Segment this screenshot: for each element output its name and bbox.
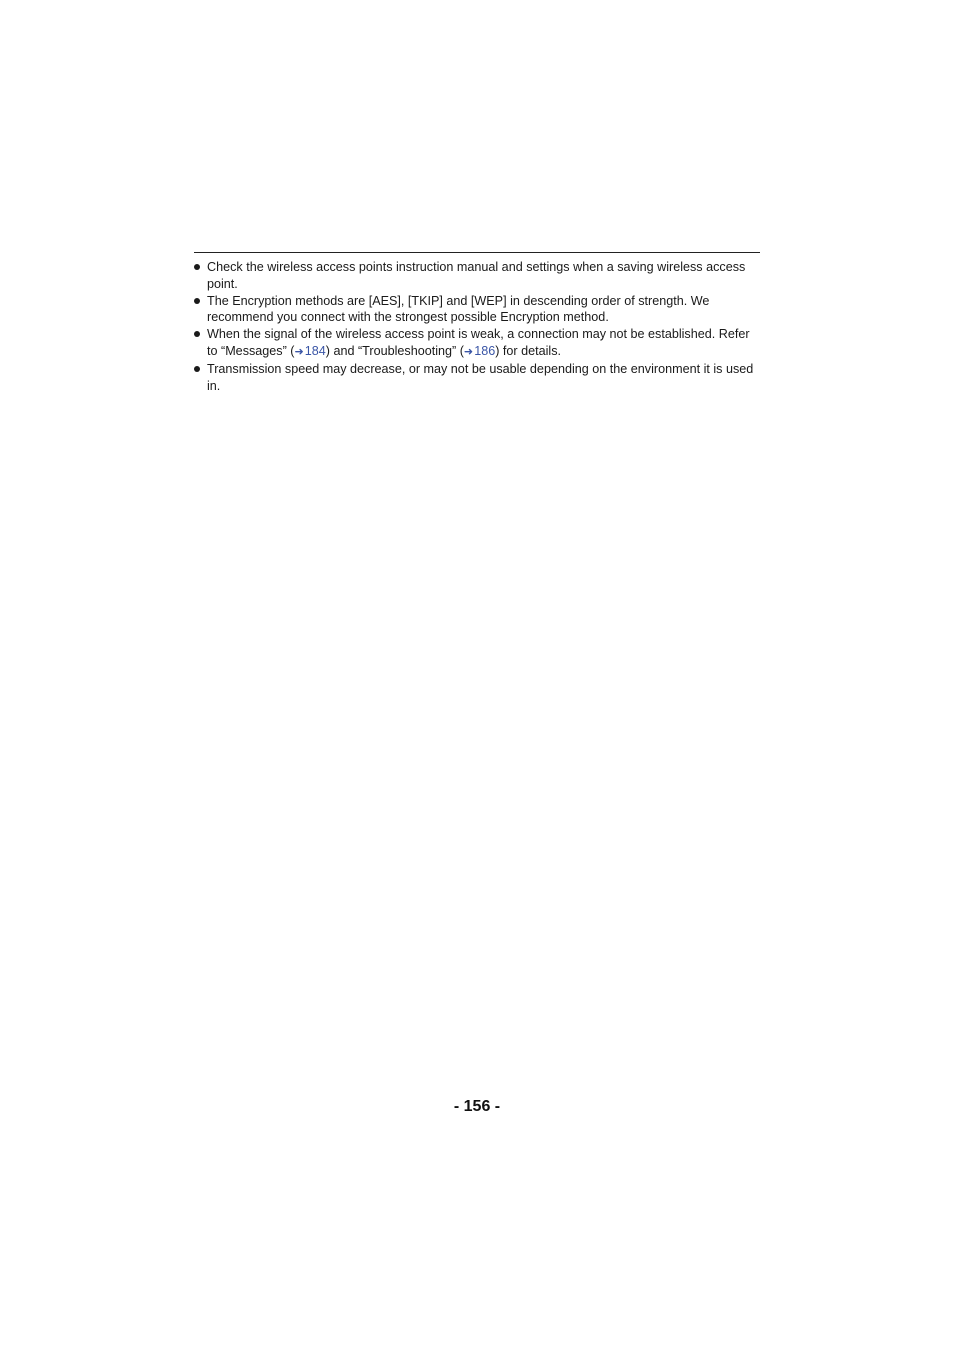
note-item-2 [194, 293, 760, 327]
arrow-right-icon: ➜ [294, 344, 304, 358]
bullet-icon [194, 331, 200, 337]
note-text: The Encryption methods are [AES], [TKIP] and [WEP] in descending order of strength. We recommend you connect with the strongest possible Encryption method. [207, 293, 710, 325]
arrow-right-icon: ➜ [463, 344, 474, 358]
note-item-1 [194, 259, 760, 293]
bullet-icon [194, 298, 200, 304]
note-text-after: ) for details. [495, 343, 562, 358]
note-text-before: When the signal of the wireless access point is weak, a connection may not be established. Refer to “Messages” ( [207, 327, 750, 358]
note-text: Check the wireless access points instruction manual and settings when a saving wireless access point. [207, 260, 746, 291]
link-page-number: 184 [304, 343, 326, 358]
section-divider [194, 252, 760, 253]
troubleshooting-page-link[interactable] [464, 344, 495, 358]
note-text-middle: ) and “Troubleshooting” ( [325, 343, 464, 358]
notes-list [194, 259, 760, 394]
note-item-3 [194, 326, 760, 361]
note-item-4 [194, 361, 760, 395]
messages-page-link[interactable] [294, 344, 325, 358]
page-number: - 156 - [453, 1098, 501, 1115]
note-text: Transmission speed may decrease, or may not be usable depending on the environment it is used in. [207, 361, 754, 393]
bullet-icon [194, 264, 200, 270]
link-page-number: 186 [474, 343, 496, 358]
bullet-icon [194, 366, 200, 372]
